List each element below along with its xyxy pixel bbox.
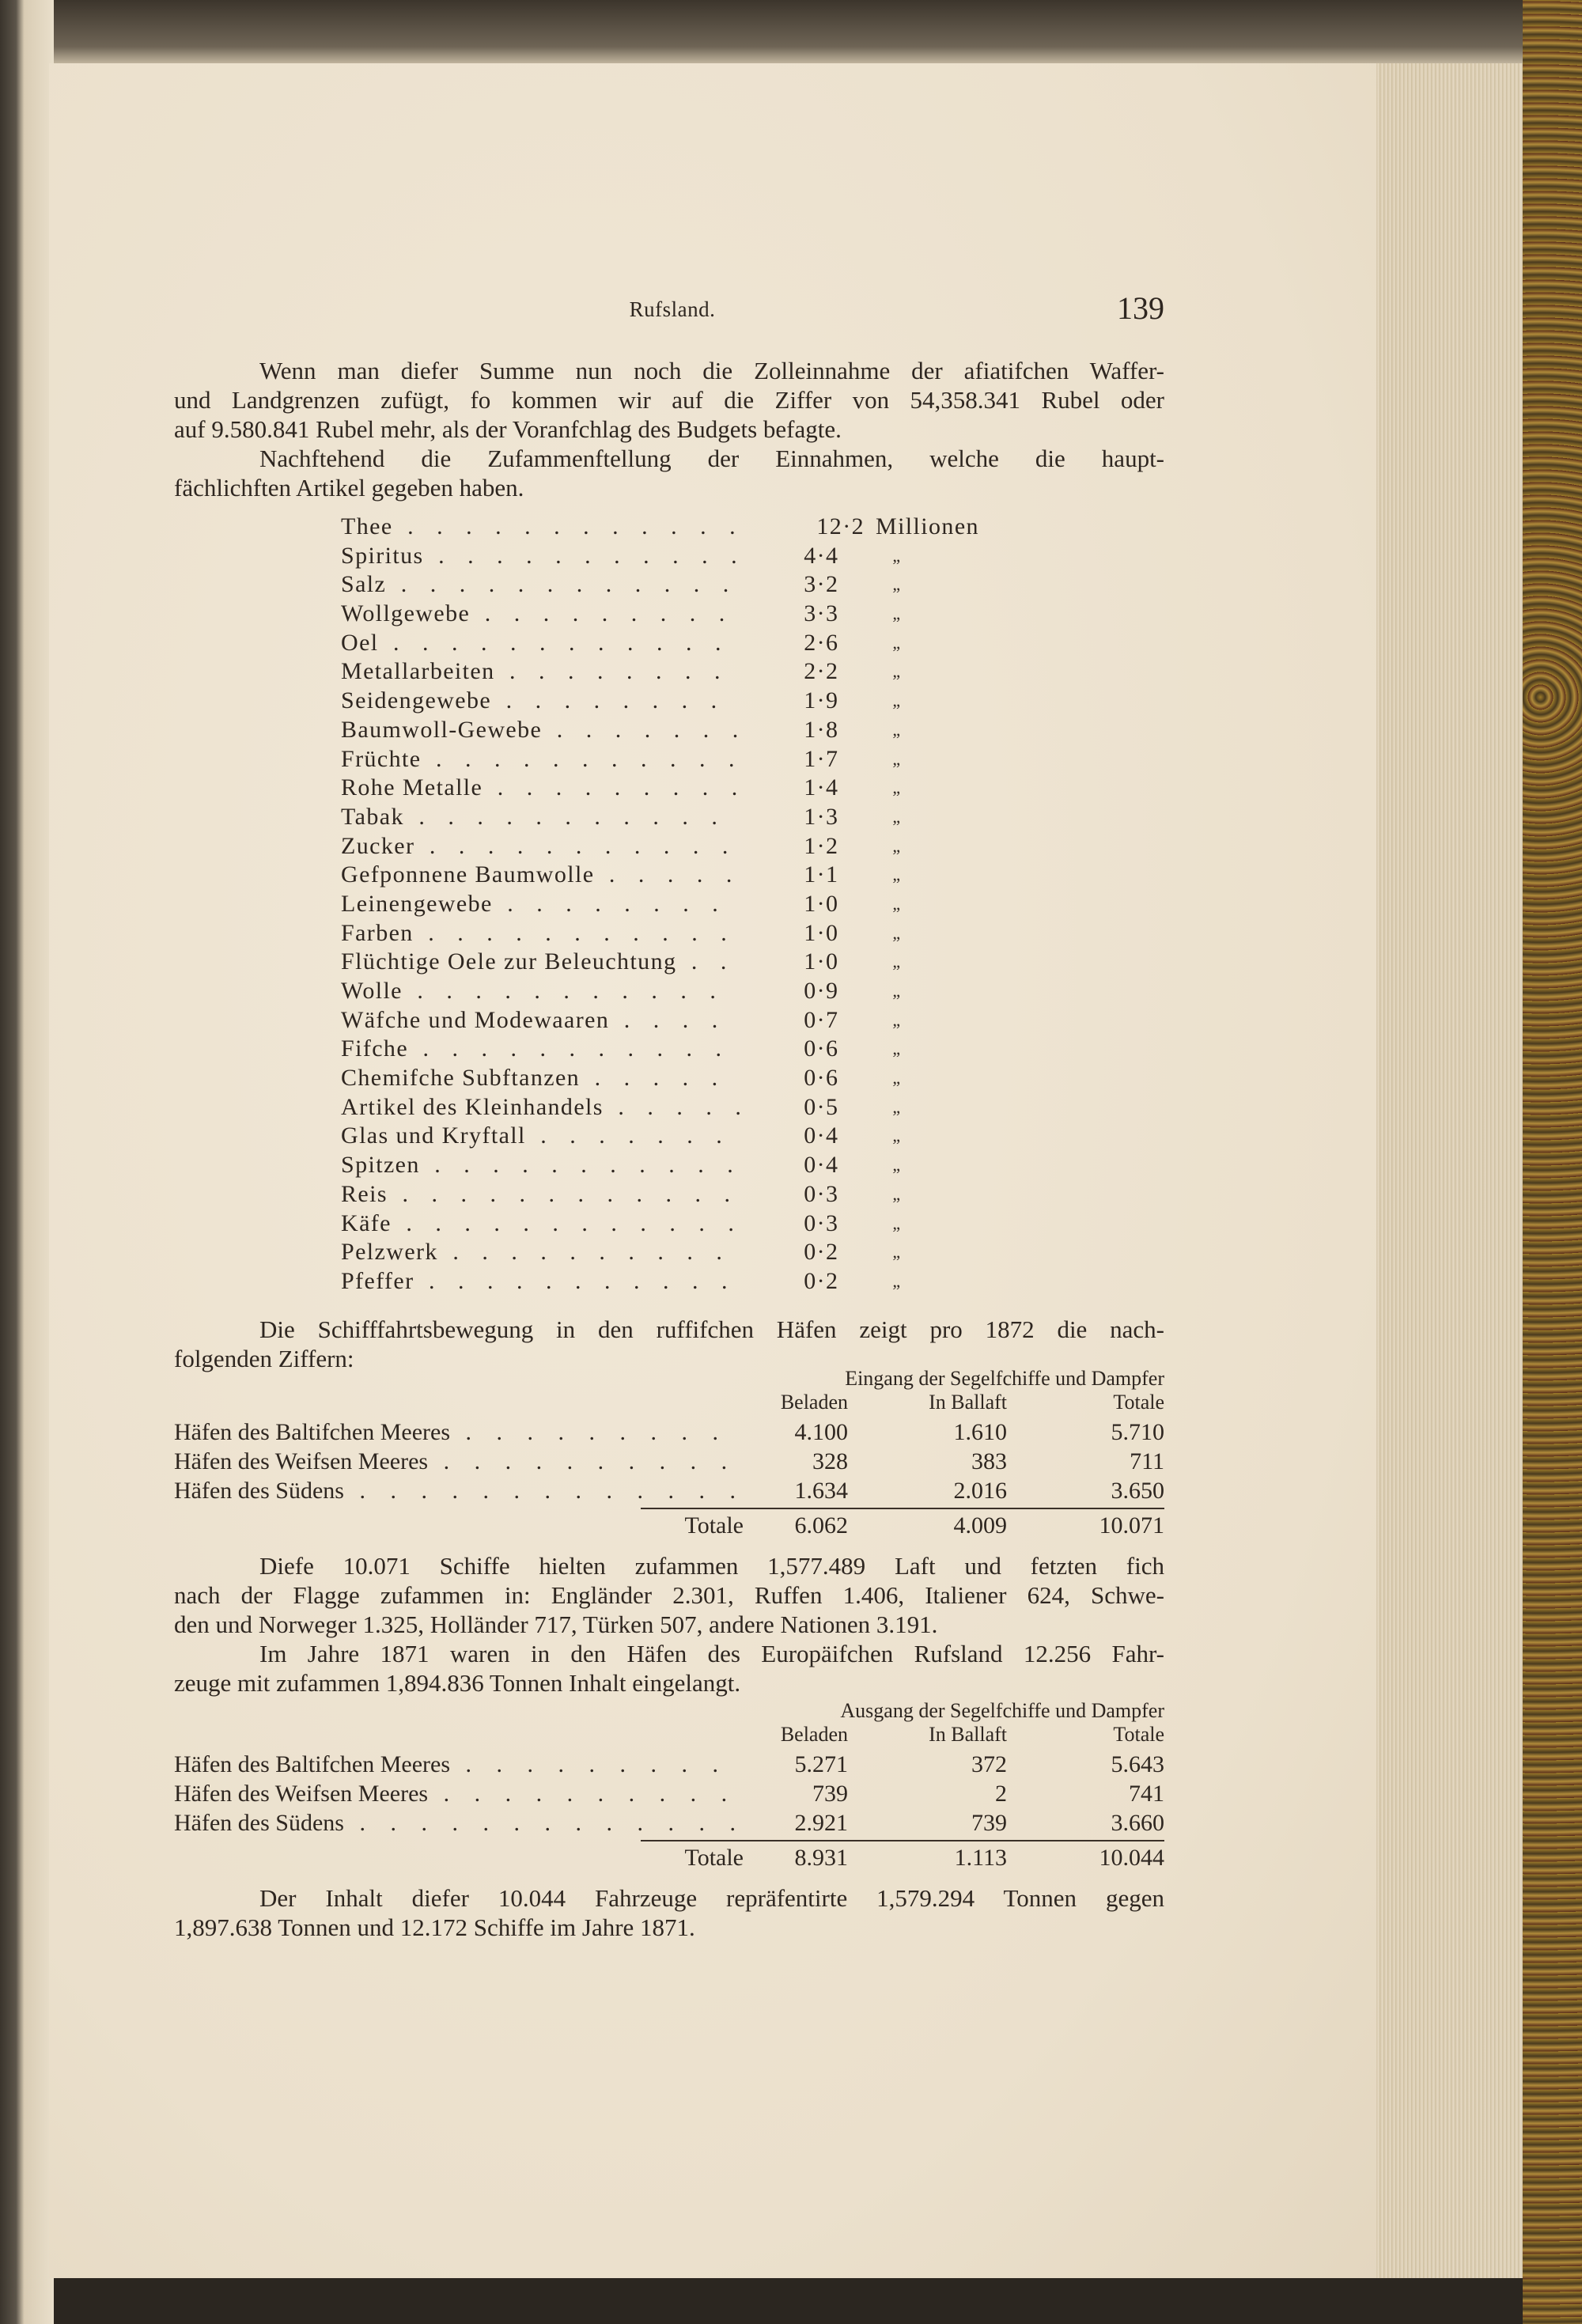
table-row — [174, 1476, 1164, 1505]
item-value: 1·7 — [804, 745, 839, 772]
ditto-mark: „ — [892, 1126, 902, 1146]
item-value: 1·2 — [804, 832, 839, 859]
item-label: Wolle . . . — [341, 977, 740, 1006]
cell-value: 3.650 — [1111, 1478, 1164, 1504]
marbled-cover — [1523, 0, 1582, 2324]
list-item — [341, 1209, 1005, 1239]
item-value: 0·7 — [804, 1006, 839, 1033]
ditto-mark: „ — [892, 981, 902, 1001]
ditto-mark: „ — [892, 1183, 902, 1204]
ditto-mark: „ — [892, 835, 902, 856]
item-value: 2·6 — [804, 629, 839, 656]
item-label: Zucker . . . — [341, 832, 740, 861]
total-label: Totale — [684, 1845, 744, 1871]
text-line: den und Norweger 1.325, Holländer 717, Türken 507, andere Nationen 3.191. — [174, 1611, 938, 1638]
paragraph-1871 — [174, 1639, 1164, 1698]
list-item — [341, 919, 1005, 948]
paragraph-list-intro — [174, 444, 1164, 502]
text-line: fächlichften Artikel gegeben haben. — [174, 474, 524, 502]
list-item — [341, 948, 1005, 977]
total-label: Totale — [684, 1512, 744, 1539]
ditto-mark: „ — [892, 922, 902, 943]
row-label: Häfen des Weifsen Meeres . . . — [174, 1779, 744, 1808]
item-value: 0·4 — [804, 1152, 839, 1179]
item-value: 0·2 — [804, 1267, 839, 1294]
list-item — [341, 1006, 1005, 1035]
item-value: 12·2 — [816, 513, 865, 539]
item-value: 0·5 — [804, 1093, 839, 1120]
item-label: Reis . . . — [341, 1180, 740, 1209]
text-line: nach der Flagge zufammen in: Engländer 2.301, Ruffen 1.406, Italiener 624, Schwe- — [174, 1581, 1164, 1609]
ditto-mark: „ — [892, 574, 902, 595]
item-value: 1·0 — [804, 919, 839, 946]
column-header: Totale — [1113, 1391, 1164, 1414]
table-caption: Ausgang der Segelfchiffe und Dampfer — [840, 1699, 1164, 1722]
item-value: 1·1 — [804, 861, 839, 888]
ditto-mark: „ — [892, 778, 902, 798]
cell-value: 328 — [812, 1448, 848, 1474]
item-value: 1·0 — [804, 890, 839, 917]
list-item — [341, 570, 1005, 600]
item-value: 1·9 — [804, 687, 839, 714]
column-header: In Ballaft — [929, 1391, 1007, 1414]
cell-value: 1.610 — [953, 1419, 1007, 1445]
item-value: 1·3 — [804, 803, 839, 830]
row-label: Häfen des Baltifchen Meeres . . . — [174, 1750, 744, 1779]
text-line: und Landgrenzen zufügt, fo kommen wir auf die Ziffer von 54,358.341 Rubel oder — [174, 386, 1164, 414]
row-label: Häfen des Südens . . . — [174, 1808, 744, 1838]
item-label: Käfe . . . — [341, 1209, 740, 1239]
total-value: 1.113 — [954, 1845, 1007, 1871]
ditto-mark: „ — [892, 719, 902, 740]
cell-value: 1.634 — [794, 1478, 848, 1504]
item-label: Leinengewebe . . . — [341, 890, 740, 919]
list-item — [341, 861, 1005, 890]
text-line: 1,897.638 Tonnen und 12.172 Schiffe im Jahre 1871. — [174, 1913, 695, 1941]
item-label: Spitzen . . . — [341, 1151, 740, 1180]
list-item — [341, 1093, 1005, 1122]
cell-value: 5.271 — [794, 1751, 848, 1777]
cell-value: 4.100 — [794, 1419, 848, 1445]
ditto-mark: „ — [892, 1096, 902, 1117]
ditto-mark: „ — [892, 1270, 902, 1291]
item-label: Metallarbeiten . . . — [341, 657, 740, 687]
table-row — [174, 1808, 1164, 1838]
item-value: 2·2 — [804, 658, 839, 685]
ditto-mark: „ — [892, 806, 902, 827]
item-label: Fifche . . . — [341, 1035, 740, 1064]
book-top-edge — [0, 0, 1582, 66]
list-item — [341, 542, 1005, 571]
totals-row — [174, 1511, 1164, 1540]
item-value: 0·6 — [804, 1035, 839, 1062]
list-item — [341, 977, 1005, 1006]
list-item — [341, 803, 1005, 832]
table-row — [174, 1447, 1164, 1476]
table-row — [174, 1417, 1164, 1447]
item-value: 1·0 — [804, 948, 839, 975]
paragraph-shipping-intro — [174, 1315, 1164, 1373]
item-label: Spiritus . . . — [341, 542, 740, 571]
item-value: 0·9 — [804, 978, 839, 1004]
item-label: Farben . . . — [341, 919, 740, 948]
item-value: 3·2 — [804, 571, 839, 598]
table-row — [174, 1779, 1164, 1808]
item-label: Salz . . . — [341, 570, 740, 600]
ditto-mark: „ — [892, 632, 902, 653]
total-value: 4.009 — [953, 1512, 1007, 1539]
text-line: auf 9.580.841 Rubel mehr, als der Voranfchlag des Budgets befagte. — [174, 415, 842, 443]
list-item — [341, 745, 1005, 774]
text-line: zeuge mit zufammen 1,894.836 Tonnen Inhalt eingelangt. — [174, 1669, 741, 1697]
item-label: Baumwoll-Gewebe . . . — [341, 716, 740, 745]
ditto-mark: „ — [892, 1068, 902, 1088]
list-item — [341, 832, 1005, 861]
item-label: Wollgewebe . . . — [341, 600, 740, 629]
item-label: Gefponnene Baumwolle . . . — [341, 861, 740, 890]
item-value: 1·4 — [804, 774, 839, 801]
list-item — [341, 1151, 1005, 1180]
text-line: Diefe 10.071 Schiffe hielten zufammen 1,577.489 Laft und fetzten fich — [259, 1552, 1164, 1580]
cell-value: 741 — [1129, 1781, 1164, 1807]
cell-value: 2 — [995, 1781, 1007, 1807]
list-item — [341, 1238, 1005, 1267]
text-line: Wenn man diefer Summe nun noch die Zolleinnahme der afiatifchen Waffer- — [259, 357, 1164, 384]
unit-label: Millionen — [876, 513, 979, 539]
item-label: Pfeffer . . . — [341, 1267, 740, 1296]
text-line: Die Schifffahrtsbewegung in den ruffifchen Häfen zeigt pro 1872 die nach- — [259, 1315, 1164, 1343]
ditto-mark: „ — [892, 1155, 902, 1175]
item-label: Wäfche und Modewaaren . . . — [341, 1006, 740, 1035]
column-header: In Ballaft — [929, 1723, 1007, 1746]
column-header: Beladen — [780, 1391, 848, 1414]
list-item — [341, 657, 1005, 687]
total-value: 6.062 — [794, 1512, 848, 1539]
text-line: Nachftehend die Zufammenftellung der Einnahmen, welche die haupt- — [259, 445, 1164, 472]
ditto-mark: „ — [892, 1009, 902, 1030]
item-value: 0·3 — [804, 1209, 839, 1236]
text-line: folgenden Ziffern: — [174, 1345, 354, 1372]
cell-value: 711 — [1130, 1448, 1164, 1474]
cell-value: 2.016 — [953, 1478, 1007, 1504]
total-value: 10.071 — [1099, 1512, 1164, 1539]
ditto-mark: „ — [892, 691, 902, 711]
table-caption: Eingang der Segelfchiffe und Dampfer — [845, 1367, 1164, 1390]
paragraph-flags — [174, 1551, 1164, 1639]
ditto-mark: „ — [892, 1039, 902, 1059]
text-line: Im Jahre 1871 waren in den Häfen des Europäifchen Rufsland 12.256 Fahr- — [259, 1640, 1164, 1667]
list-item — [341, 1035, 1005, 1064]
list-item — [341, 1180, 1005, 1209]
ditto-mark: „ — [892, 545, 902, 566]
item-value: 0·3 — [804, 1180, 839, 1207]
list-item — [341, 1122, 1005, 1151]
totals-row — [174, 1843, 1164, 1872]
item-label: Rohe Metalle . . . — [341, 774, 740, 803]
ditto-mark: „ — [892, 952, 902, 972]
column-header: Beladen — [780, 1723, 848, 1746]
item-label: Früchte . . . — [341, 745, 740, 774]
item-value: 0·6 — [804, 1065, 839, 1092]
list-item — [341, 687, 1005, 716]
ditto-mark: „ — [892, 661, 902, 682]
page-number: 139 — [1117, 290, 1164, 326]
previous-page-edge — [0, 0, 54, 2324]
list-item — [341, 774, 1005, 803]
total-rule — [641, 1840, 1164, 1841]
cell-value: 2.921 — [794, 1810, 848, 1836]
item-label: Seidengewebe . . . — [341, 687, 740, 716]
total-rule — [641, 1508, 1164, 1509]
item-label: Chemifche Subftanzen . . . — [341, 1064, 740, 1093]
item-label: Tabak . . . — [341, 803, 740, 832]
ditto-mark: „ — [892, 893, 902, 914]
row-label: Häfen des Weifsen Meeres . . . — [174, 1447, 744, 1476]
list-item — [341, 1064, 1005, 1093]
ditto-mark: „ — [892, 865, 902, 885]
ditto-mark: „ — [892, 604, 902, 624]
row-label: Häfen des Südens . . . — [174, 1476, 744, 1505]
list-item — [341, 513, 1005, 542]
cell-value: 372 — [971, 1751, 1007, 1777]
column-header: Totale — [1113, 1723, 1164, 1746]
list-item — [341, 1267, 1005, 1296]
item-value: 0·4 — [804, 1122, 839, 1149]
item-label: Oel . . . — [341, 629, 740, 658]
total-value: 10.044 — [1099, 1845, 1164, 1871]
page-stack-edges — [1376, 63, 1527, 2278]
cell-value: 739 — [812, 1781, 848, 1807]
cell-value: 383 — [971, 1448, 1007, 1474]
ditto-mark: „ — [892, 1213, 902, 1233]
text-line: Der Inhalt diefer 10.044 Fahrzeuge repräfentirte 1,579.294 Tonnen gegen — [259, 1884, 1164, 1912]
item-value: 3·3 — [804, 600, 839, 627]
item-value: 4·4 — [804, 542, 839, 569]
item-label: Artikel des Kleinhandels . . . — [341, 1093, 740, 1122]
cell-value: 5.710 — [1111, 1419, 1164, 1445]
paragraph-customs — [174, 356, 1164, 444]
item-label: Flüchtige Oele zur Beleuchtung . . . — [341, 948, 740, 977]
item-label: Thee . . . — [341, 513, 760, 542]
total-value: 8.931 — [794, 1845, 848, 1871]
paragraph-tonnage — [174, 1883, 1164, 1942]
cell-value: 5.643 — [1111, 1751, 1164, 1777]
list-item — [341, 890, 1005, 919]
running-title: Rufsland. — [629, 297, 716, 321]
ditto-mark: „ — [892, 748, 902, 769]
revenue-list — [341, 513, 1005, 1296]
list-item — [341, 716, 1005, 745]
item-label: Glas und Kryftall . . . — [341, 1122, 740, 1151]
ditto-mark: „ — [892, 1242, 902, 1262]
list-item — [341, 600, 1005, 629]
item-label: Pelzwerk . . . — [341, 1238, 740, 1267]
cell-value: 3.660 — [1111, 1810, 1164, 1836]
row-label: Häfen des Baltifchen Meeres . . . — [174, 1417, 744, 1447]
item-value: 0·2 — [804, 1239, 839, 1266]
list-item — [341, 629, 1005, 658]
table-row — [174, 1750, 1164, 1779]
cell-value: 739 — [971, 1810, 1007, 1836]
item-value: 1·8 — [804, 716, 839, 743]
